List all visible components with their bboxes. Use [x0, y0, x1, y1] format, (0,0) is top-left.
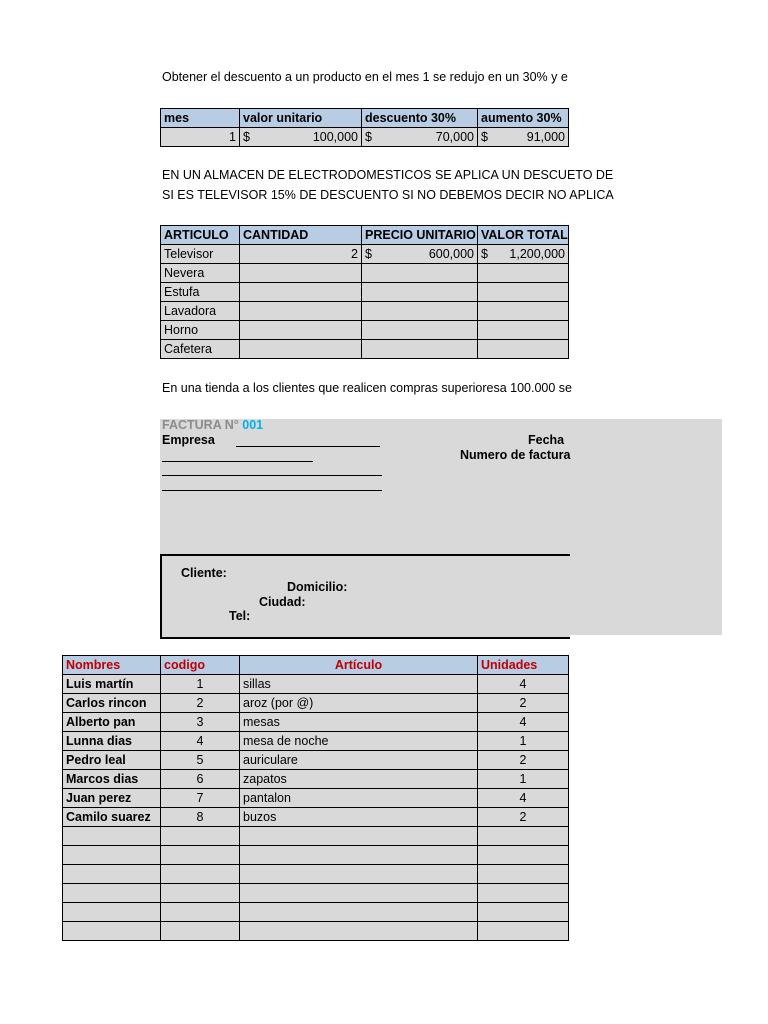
table-row [63, 732, 569, 751]
table-row [63, 846, 569, 865]
cell-unidades[interactable]: 4 [478, 713, 569, 732]
table-row [63, 770, 569, 789]
cell-articulo[interactable]: sillas [240, 675, 478, 694]
cell-articulo[interactable]: Cafetera [161, 340, 240, 359]
empty-cell[interactable] [240, 922, 478, 941]
table-row [63, 713, 569, 732]
section2-line2: SI ES TELEVISOR 15% DE DESCUENTO SI NO DEBEMOS DECIR NO APLICA [162, 188, 614, 202]
cell-mes[interactable]: 1 [161, 128, 240, 147]
fecha-label: Fecha [528, 433, 565, 447]
empresa-line[interactable] [236, 433, 380, 447]
cell-valor[interactable]: $ 100,000 [240, 128, 362, 147]
cell-articulo[interactable]: Televisor [161, 245, 240, 264]
cell-nombre[interactable]: Luis martín [63, 675, 161, 694]
section2-line1: EN UN ALMACEN DE ELECTRODOMESTICOS SE APLICA UN DESCUETO DE [162, 168, 614, 182]
empty-cell[interactable] [63, 884, 161, 903]
cell-cantidad[interactable]: 2 [240, 245, 362, 264]
cell-nombre[interactable]: Carlos rincon [63, 694, 161, 713]
cell-precio[interactable]: $ 600,000 [362, 245, 478, 264]
cell-unidades[interactable]: 2 [478, 694, 569, 713]
table-row [63, 694, 569, 713]
cell-codigo[interactable]: 2 [161, 694, 240, 713]
empty-cell[interactable] [63, 865, 161, 884]
col-header-unidades: Unidades [478, 656, 569, 675]
table-row [63, 789, 569, 808]
empty-cell[interactable] [161, 846, 240, 865]
cell-articulo[interactable]: Estufa [161, 283, 240, 302]
empty-cell[interactable] [478, 865, 569, 884]
cell-articulo[interactable]: auriculare [240, 751, 478, 770]
ciudad-label: Ciudad: [259, 595, 306, 609]
cell-articulo[interactable]: mesas [240, 713, 478, 732]
empresa-line-4[interactable] [162, 477, 382, 491]
empty-cell[interactable] [478, 884, 569, 903]
col-header-nombres: Nombres [63, 656, 161, 675]
cell-unidades[interactable]: 4 [478, 789, 569, 808]
cell-articulo[interactable]: Horno [161, 321, 240, 340]
col-header-valor-unitario: valor unitario [240, 109, 362, 128]
empty-cell[interactable] [478, 903, 569, 922]
empty-cell[interactable] [240, 827, 478, 846]
empresa-line-3[interactable] [162, 462, 382, 476]
table-row [63, 884, 569, 903]
cell-articulo[interactable]: aroz (por @) [240, 694, 478, 713]
cell-codigo[interactable]: 1 [161, 675, 240, 694]
invoice-title: FACTURA N° 001 [162, 418, 264, 432]
empresa-label: Empresa [162, 433, 215, 447]
section1-text: Obtener el descuento a un producto en el mes 1 se redujo en un 30% y e [162, 70, 568, 84]
empty-cell[interactable] [240, 884, 478, 903]
cell-codigo[interactable]: 8 [161, 808, 240, 827]
col-header-cantidad: CANTIDAD [240, 226, 362, 245]
cell-unidades[interactable]: 1 [478, 770, 569, 789]
cell-codigo[interactable]: 5 [161, 751, 240, 770]
empty-cell[interactable] [63, 922, 161, 941]
table-row [63, 865, 569, 884]
empty-cell[interactable] [240, 903, 478, 922]
invoice-number: 001 [242, 418, 264, 432]
empty-cell[interactable] [161, 922, 240, 941]
cell-nombre[interactable]: Juan perez [63, 789, 161, 808]
appliances-table [160, 225, 569, 359]
table-row [63, 751, 569, 770]
cell-nombre[interactable]: Alberto pan [63, 713, 161, 732]
cell-unidades[interactable]: 2 [478, 751, 569, 770]
empty-cell[interactable] [161, 903, 240, 922]
cell-nombre[interactable]: Marcos dias [63, 770, 161, 789]
empty-cell[interactable] [161, 884, 240, 903]
cell-aumento[interactable]: $ 91,000 [478, 128, 569, 147]
empty-cell[interactable] [63, 827, 161, 846]
cell-codigo[interactable]: 3 [161, 713, 240, 732]
cell-articulo[interactable]: pantalon [240, 789, 478, 808]
cell-codigo[interactable]: 4 [161, 732, 240, 751]
cell-articulo[interactable]: zapatos [240, 770, 478, 789]
table-row [63, 808, 569, 827]
col-header-articulo: ARTICULO [161, 226, 240, 245]
discount-table [160, 108, 569, 147]
col-header-total: VALOR TOTAL [478, 226, 569, 245]
empty-cell[interactable] [240, 865, 478, 884]
cell-unidades[interactable]: 2 [478, 808, 569, 827]
cell-nombre[interactable]: Lunna dias [63, 732, 161, 751]
cell-total[interactable]: $ 1,200,000 [478, 245, 569, 264]
cell-articulo[interactable]: Nevera [161, 264, 240, 283]
empty-cell[interactable] [63, 846, 161, 865]
cell-articulo[interactable]: mesa de noche [240, 732, 478, 751]
cell-articulo[interactable]: buzos [240, 808, 478, 827]
cell-articulo[interactable]: Lavadora [161, 302, 240, 321]
table-row [63, 675, 569, 694]
empty-cell[interactable] [478, 922, 569, 941]
col-header-aumento: aumento 30% [478, 109, 569, 128]
cell-codigo[interactable]: 6 [161, 770, 240, 789]
empty-cell[interactable] [478, 846, 569, 865]
cell-unidades[interactable]: 4 [478, 675, 569, 694]
empty-cell[interactable] [161, 865, 240, 884]
section3-text: En una tienda a los clientes que realicen compras superioresa 100.000 se [162, 381, 572, 395]
tel-label: Tel: [229, 609, 251, 623]
orders-table [62, 655, 569, 941]
table-row [63, 827, 569, 846]
cell-codigo[interactable]: 7 [161, 789, 240, 808]
col-header-descuento: descuento 30% [362, 109, 478, 128]
empty-cell[interactable] [478, 827, 569, 846]
col-header-codigo: codigo [161, 656, 240, 675]
cell-nombre[interactable]: Pedro leal [63, 751, 161, 770]
cell-descuento[interactable]: $ 70,000 [362, 128, 478, 147]
numero-factura-label: Numero de factura [460, 448, 571, 462]
empty-cell[interactable] [63, 903, 161, 922]
cell-nombre[interactable]: Camilo suarez [63, 808, 161, 827]
empresa-line-2[interactable] [162, 448, 313, 462]
empty-cell[interactable] [240, 846, 478, 865]
table-row [63, 922, 569, 941]
col-header-precio: PRECIO UNITARIO [362, 226, 478, 245]
cliente-label: Cliente: [181, 566, 227, 580]
empty-cell[interactable] [161, 827, 240, 846]
col-header-articulo: Artículo [240, 656, 478, 675]
col-header-mes: mes [161, 109, 240, 128]
table-row [63, 903, 569, 922]
cell-unidades[interactable]: 1 [478, 732, 569, 751]
domicilio-label: Domicilio: [287, 580, 348, 594]
